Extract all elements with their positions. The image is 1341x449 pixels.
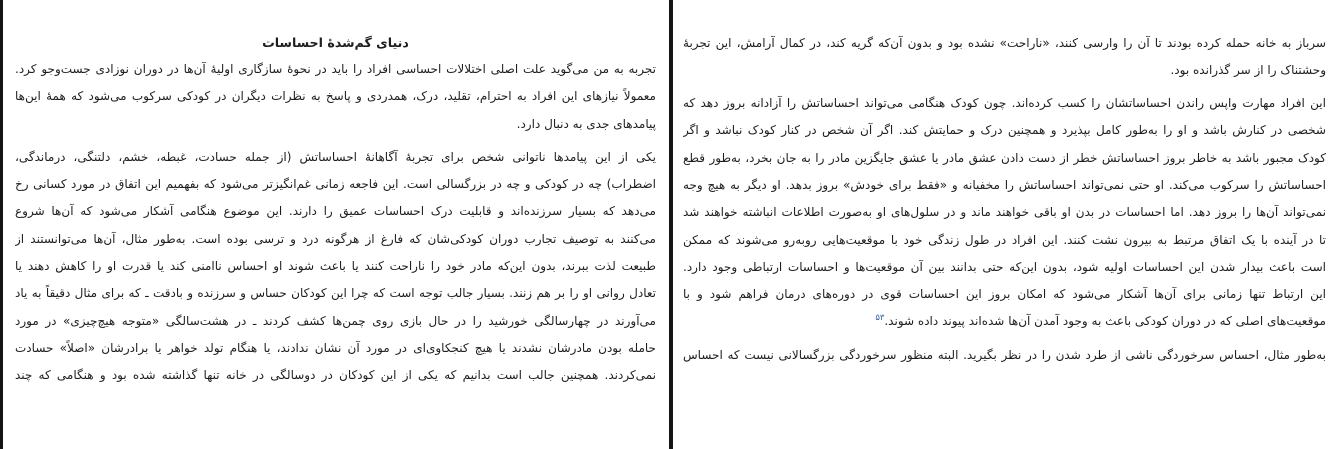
text-line: تعادل روانی او را بر هم زنند. بسیار جالب توجه است که چرا این کودکان حساس و سرزنده و بادقت ـ که برای مثال دقیقاً به یاد [15, 286, 656, 301]
text-line-content: موقعیت‌های اصلی که در دوران کودکی باعث به وجود آمدن آن‌ها شده‌اند پیوند داده شوند. [884, 314, 1326, 329]
text-line: این افراد مهارت واپس راندن احساساتشان را کسب کرده‌اند. چون کودک هنگامی می‌تواند احساساتش را آزادانه بروز دهد که [683, 96, 1326, 111]
paragraph [683, 30, 1326, 85]
text-line: می‌دهد که بسیار سرزنده‌اند و قابلیت درک احساسات عمیق را دارند. این موضوع هنگامی آشکار می‌شود که آن‌ها شروع [15, 204, 656, 219]
chapter-title: دنیای گم‌شدهٔ احساسات [262, 34, 409, 50]
text-line [683, 308, 1326, 335]
text-line: طبیعت لذت ببرند، بدون این‌که مادر خود را ناراحت کنند یا باعث شوند او احساس ناامنی کند یا قدرت او را کاهش دهند یا [15, 259, 656, 274]
text-line: به‌طور مثال، احساس سرخوردگی ناشی از طرد شدن را در نظر بگیرید. البته منظور سرخوردگی بزرگسالانی نیست که احساس [683, 347, 1326, 362]
text-line: شخصی در کنارش باشد و او را به‌طور کامل بپذیرد و همچنین درک و حمایتش کند. اگر آن شخص در کنار کودک نباشد و اگر [683, 123, 1326, 138]
text-line: تجربه به من می‌گوید علت اصلی اختلالات احساسی افراد را باید در نحوهٔ سازگاری اولیهٔ آن‌ها در دوران نوزادی جست‌وجو کرد. [15, 61, 656, 76]
paragraph [15, 144, 656, 390]
text-line: این ارتباط تنها زمانی برای آن‌ها آشکار می‌شود که امکان بروز این احساسات قوی در دوره‌های درمان فراهم شود و با [683, 287, 1326, 302]
paragraph [15, 56, 656, 138]
text-line: وحشتناک را از سر گذرانده بود. [1170, 62, 1326, 77]
text-line: نمی‌تواند آن‌ها را بروز دهد. اما احساسات در بدن او باقی خواهند ماند و در سلول‌های او به‌صورت اطلاعات انباشته خواهند شد [683, 205, 1326, 220]
text-line: نمی‌کردند. همچنین جالب است بدانیم که یکی از این کودکان در دوسالگی در خانه تنها گذاشته شده بود و هنگامی که چند [15, 368, 656, 383]
text-line: تا در آینده با یک اتفاق مرتبط به بیرون نشت کنند. این افراد در طول زندگی خود با موقعیت‌هایی روبه‌رو می‌شوند که ممکن [683, 232, 1326, 247]
text-line: کودک مجبور باشد به خاطر بروز احساساتش خطر از دست دادن عشق مادر یا عشق جایگزین مادر را به جان بخرد، به‌طور قطع [683, 150, 1326, 165]
paragraph [683, 90, 1326, 336]
page-divider [669, 0, 673, 449]
text-line: پیامدهای جدی به دنبال دارد. [516, 116, 656, 131]
paragraph [683, 342, 1326, 369]
text-line: معمولاً نیازهای این افراد به احترام، تقلید، درک، همدردی و پاسخ به نظرات دیگران در کودکی سرکوب می‌شود که همهٔ این‌ها [15, 89, 656, 104]
text-line: یکی از این پیامدها ناتوانی شخص برای تجربهٔ آگاهانهٔ احساساتش (از جمله حسادت، غبطه، خشم، دلتنگی، درماندگی، [15, 149, 656, 164]
text-line: سرباز به خانه حمله کرده بودند تا آن را وارسی کنند، «ناراحت» نشده بود و بدون آن‌که گریه کند، در کمال آرامش، این تجربهٔ [683, 35, 1326, 50]
text-line: است باعث بیدار شدن این احساسات اولیه شود، بدون این‌که حتی بدانند بین آن موقعیت‌ها و احساسات ارتباطی وجود دارد. [683, 259, 1326, 274]
text-line: حامله بودن مادرشان نشدند یا هیچ کنجکاوی‌ای در مورد آن نشان ندادند، یا هنگام تولد خواهر یا برادرشان «اصلاً» حسادت [15, 340, 656, 355]
left-page [15, 29, 656, 390]
text-line: احساساتش را سرکوب می‌کند. او حتی نمی‌تواند احساساتش را مخفیانه و «فقط برای خودش» بروز بدهد. او دیگر به هیچ وجه [683, 177, 1326, 192]
text-line: می‌کنند به توصیف تجارب دوران کودکی‌شان که فارغ از هرگونه درد و ترسی بوده است. به‌طور مثال، آن‌ها می‌توانستند از [15, 231, 656, 246]
footnote-ref: ۵۳ [875, 312, 885, 323]
right-page [683, 30, 1326, 370]
page-edge [0, 0, 3, 449]
text-line: اضطراب) چه در کودکی و چه در بزرگسالی است. این فاجعه زمانی غم‌انگیزتر می‌شود که بفهمیم این اتفاق در مورد کسانی رخ [15, 177, 656, 192]
text-line: می‌آورند در چهارسالگی خورشید را در حال بازی روی چمن‌ها کشف کردند ـ در هشت‌سالگی «متوجه هیچ‌چیزی» در مورد [15, 313, 656, 328]
